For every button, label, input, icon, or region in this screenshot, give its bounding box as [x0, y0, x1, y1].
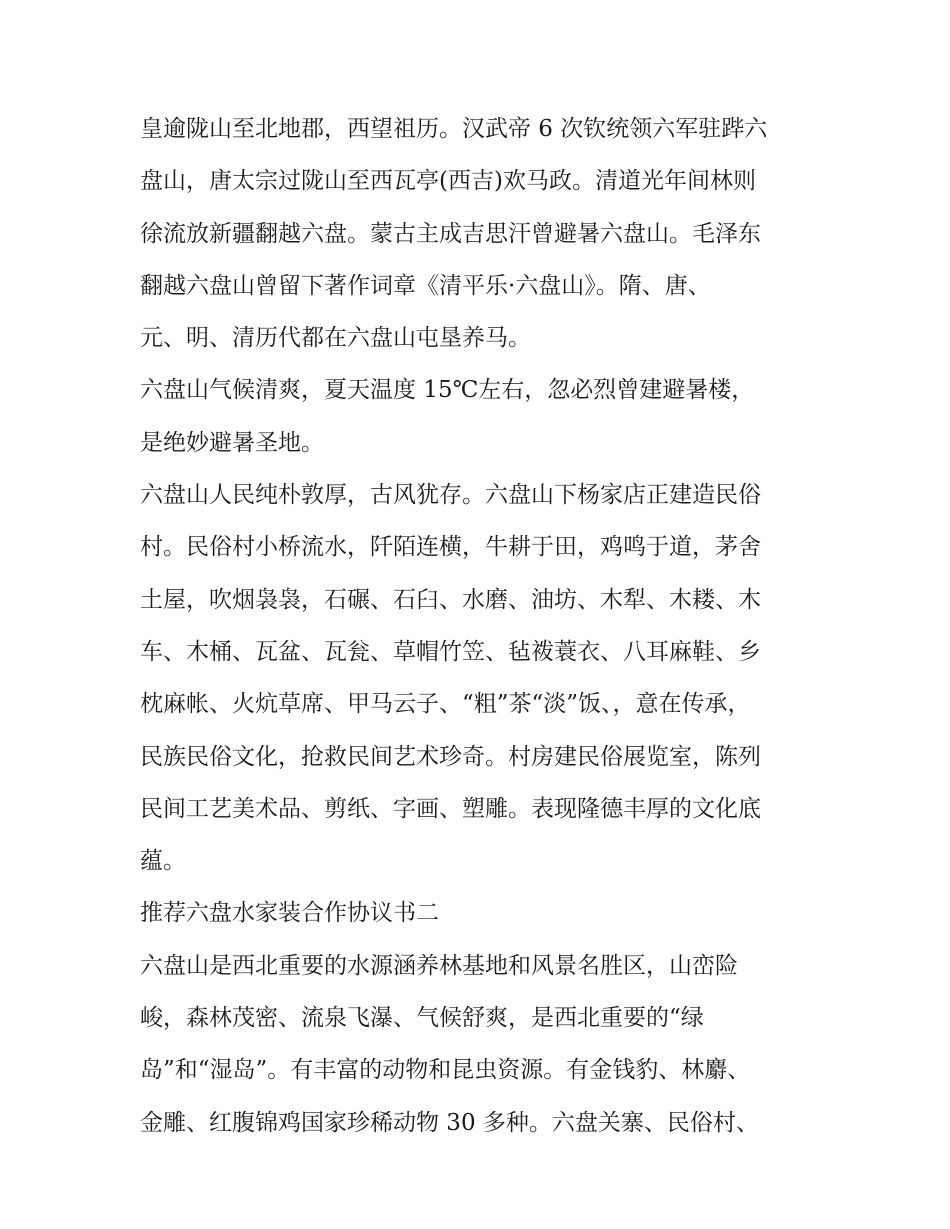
- text-line: 六盘山气候清爽，夏天温度 15℃左右，忽必烈曾建避暑楼，: [140, 377, 755, 404]
- document-body: [140, 103, 820, 1149]
- text-line: 岛”和“湿岛”。有丰富的动物和昆虫资源。有金钱豹、林麝、: [140, 1057, 751, 1084]
- text-line: 金雕、红腹锦鸡国家珍稀动物 30 多种。六盘关寨、民俗村、: [140, 1109, 759, 1136]
- text-line: 民间工艺美术品、剪纸、字画、塑雕。表现隆德丰厚的文化底: [140, 795, 761, 822]
- text-line: 蕴。: [140, 848, 186, 875]
- text-line: 翻越六盘山曾留下著作词章《清平乐·六盘山》。隋、唐、: [140, 272, 711, 299]
- text-line: 元、明、清历代都在六盘山屯垦养马。: [140, 325, 531, 352]
- text-line: 村。民俗村小桥流水，阡陌连横，牛耕于田，鸡鸣于道，茅舍: [140, 534, 761, 561]
- text-line: 枕麻帐、火炕草席、甲马云子、“粗”茶“淡”饭、，意在传承，: [140, 691, 751, 718]
- text-line: 峻，森林茂密、流泉飞瀑、气候舒爽，是西北重要的“绿: [140, 1005, 704, 1032]
- section-heading: 推荐六盘水家装合作协议书二: [140, 900, 439, 927]
- text-line: 车、木桶、瓦盆、瓦瓮、草帽竹笠、毡袯蓑衣、八耳麻鞋、乡: [140, 638, 761, 665]
- text-line: 六盘山是西北重要的水源涵养林基地和风景名胜区，山峦险: [140, 952, 738, 979]
- text-line: 民族民俗文化，抢救民间艺术珍奇。村房建民俗展览室，陈列: [140, 743, 761, 770]
- text-line: 是绝妙避暑圣地。: [140, 429, 324, 456]
- text-line: 六盘山人民纯朴敦厚，古风犹存。六盘山下杨家店正建造民俗: [140, 482, 761, 509]
- text-line: 土屋，吹烟袅袅，石碾、石臼、水磨、油坊、木犁、木耧、木: [140, 586, 761, 613]
- text-line: 徐流放新疆翻越六盘。蒙古主成吉思汗曾避暑六盘山。毛泽东: [140, 220, 761, 247]
- text-line: 皇逾陇山至北地郡，西望祖历。汉武帝 6 次钦统领六军驻跸六: [140, 116, 768, 142]
- text-line: 盘山，唐太宗过陇山至西瓦亭(西吉)欢马政。清道光年间林则: [140, 168, 756, 195]
